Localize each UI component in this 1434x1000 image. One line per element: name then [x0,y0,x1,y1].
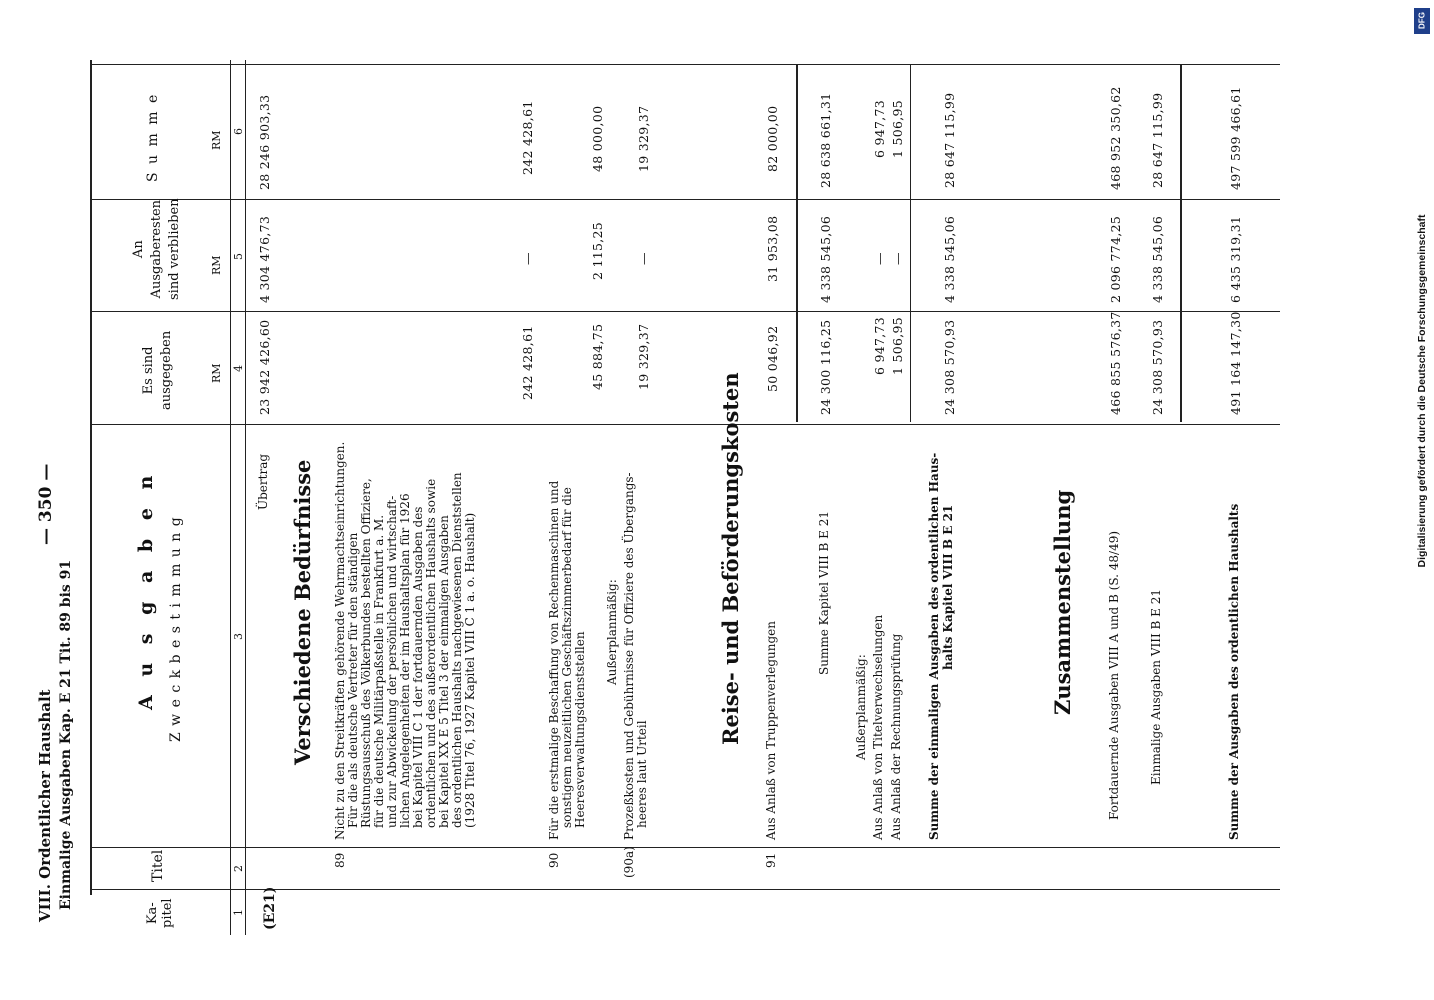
fortdauernd-reste: 2 096 774,25 [1108,215,1123,303]
t91-text: Aus Anlaß von Truppenverlegungen [764,621,778,840]
t90a-reste: — [636,252,651,265]
uebertrag-summe: 28 246 903,33 [257,94,272,190]
t89-titel: 89 [333,852,347,868]
t89-ausgegeben: 242 428,61 [520,325,535,400]
t91-ausgegeben: 50 046,92 [765,325,780,392]
section-reise: Reise- und Beförderungskosten [718,372,743,745]
gesamt-ausgegeben: 491 164 147,30 [1228,311,1243,415]
colnum-1: 1 [232,909,245,916]
colnum-2: 2 [232,865,245,872]
titelverwechslung-label: Aus Anlaß von Titelverwechselungen [871,614,885,840]
t90-line: Für die erstmalige Beschaffung von Rechenmaschinen und [547,480,561,840]
fortdauernd-ausgegeben: 466 855 576,37 [1108,311,1123,415]
t89-line: ordentlichen und des außerordentlichen Haushalts sowie [424,478,438,828]
gesamt-reste: 6 435 319,31 [1228,215,1243,303]
header-part: VIII. Ordentlicher Haushalt [36,689,54,922]
hdr-zweck: Z w e c k b e s t i m m u n g [168,516,184,742]
rechnungspruefung-reste: — [890,252,905,265]
dfg-logo-icon [1414,8,1430,34]
t90-ausgegeben: 45 884,75 [590,323,605,390]
titelverwechslung-summe: 6 947,73 [872,99,887,158]
t90a-titel: (90a) [622,846,636,878]
col-sep-6 [90,64,1280,65]
t89-line: und zur Abwickelung der persönlichen und wirtschaft- [385,495,399,828]
t90a-line: Prozeßkosten und Gebührnisse für Offiziere des Übergangs- [622,472,636,840]
summe-einmalig-ausgegeben: 24 308 570,93 [942,319,957,415]
header-bottom-rule [230,60,231,935]
summe-kap-ausgegeben: 24 300 116,25 [818,319,833,415]
section-verschiedene: Verschiedene Bedürfnisse [290,459,315,765]
sum-rule-3 [1180,65,1182,422]
t90-reste: 2 115,25 [590,221,605,280]
sum-rule-2 [910,65,911,422]
summe-einmalig-label-2: halts Kapitel VIII B E 21 [941,504,955,670]
fortdauernd-label: Fortdauernde Ausgaben VIII A und B (S. 48/49) [1107,530,1121,820]
einmalig-summe: 28 647 115,99 [1150,92,1165,188]
hdr-titel: Titel [150,849,166,882]
section-zusammen: Zusammenstellung [1050,489,1075,715]
t90a-summe: 19 329,37 [636,105,651,172]
t91-titel: 91 [764,852,778,868]
t90-line: Heeresverwaltungsdienststellen [573,631,587,828]
hdr-ausgabereste: An Ausgaberesten sind verblieben [131,198,182,300]
t89-line: lichen Angelegenheiten der im Haushaltsplan für 1926 [398,493,412,828]
t90-summe: 48 000,00 [590,105,605,172]
ausserplan-1: Außerplanmäßig: [605,579,619,685]
t90-line: sonstigem neuzeitlichen Geschäftszimmerbedarf für die [560,487,574,828]
summe-kap-summe: 28 638 661,31 [818,92,833,188]
colnum-4: 4 [232,365,245,372]
col-sep-3 [90,424,1280,425]
header-subtitle: Einmalige Ausgaben Kap. E 21 Tit. 89 bis 91 [58,559,74,910]
t89-line: für die deutsche Militärpaßstelle in Frankfurt a. M. [372,514,386,828]
t89-line: (1928 Titel 76, 1927 Kapitel VIII C 1 a. o. Haushalt) [463,512,477,828]
uebertrag-reste: 4 304 476,73 [257,215,272,303]
colnum-rule [245,60,246,935]
titelverwechslung-reste: — [872,252,887,265]
einmalig-reste: 4 338 545,06 [1150,215,1165,303]
t89-line: Rüstungsausschuß des Völkerbundes bestellten Offiziere, [359,478,373,828]
t89-reste: — [520,252,535,265]
sum-rule-1 [796,65,798,422]
rechnungspruefung-label: Aus Anlaß der Rechnungsprüfung [889,633,903,840]
t90a-line: heeres laut Urteil [635,720,649,828]
colnum-5: 5 [232,253,245,260]
t89-line: bei Kapitel XX E 5 Titel 3 der einmaligen Ausgaben [437,515,451,828]
einmalig-ausgegeben: 24 308 570,93 [1150,319,1165,415]
kapitel-label: (E21) [262,886,278,930]
gesamt-summe: 497 599 466,61 [1228,86,1243,190]
t89-summe: 242 428,61 [520,100,535,175]
page-number: — 350 — [36,463,56,545]
fortdauernd-summe: 468 952 350,62 [1108,86,1123,190]
rechnungspruefung-ausgegeben: 1 506,95 [890,316,905,375]
titelverwechslung-ausgegeben: 6 947,73 [872,316,887,375]
t91-reste: 31 953,08 [765,215,780,282]
summe-einmalig-label-1: Summe der einmaligen Ausgaben des ordentlichen Haus- [927,452,941,840]
t90a-ausgegeben: 19 329,37 [636,323,651,390]
dfg-logo-text: DFG [1417,12,1427,29]
t91-summe: 82 000,00 [765,105,780,172]
t90-titel: 90 [547,852,561,868]
unit-col4: RM [210,363,223,383]
einmalig-label: Einmalige Ausgaben VIII B E 21 [1149,588,1163,785]
summe-einmalig-summe: 28 647 115,99 [942,92,957,188]
hdr-ausgaben: A u s g a b e n [135,469,157,710]
t89-line: Nicht zu den Streitkräften gehörende Wehrmachtseinrichtungen. [333,441,347,840]
ausserplan-2: Außerplanmäßig: [854,654,868,760]
table-top-rule [90,60,92,895]
digitization-text: Digitalisierung gefördert durch die Deutsche Forschungsgemeinschaft [1416,214,1428,568]
unit-col6: RM [210,130,223,150]
rechnungspruefung-summe: 1 506,95 [890,99,905,158]
colnum-6: 6 [232,128,245,135]
summe-einmalig-reste: 4 338 545,06 [942,215,957,303]
t89-line: Für die als deutsche Vertreter für den ständigen [346,532,360,828]
t89-line: bei Kapitel VIII C 1 der fortdauernden Ausgaben des [411,506,425,828]
hdr-kapitel: Ka- pitel [145,898,175,928]
unit-col5: RM [210,255,223,275]
uebertrag-label: Übertrag [256,453,270,510]
gesamt-label: Summe der Ausgaben des ordentlichen Haushalts [1227,503,1241,840]
col-sep-4 [90,311,1280,312]
colnum-3: 3 [232,633,245,640]
uebertrag-ausgegeben: 23 942 426,60 [257,319,272,415]
hdr-ausgegeben: Es sind ausgegeben [141,330,174,410]
col-sep-5 [90,199,1280,200]
col-sep-2 [90,847,1280,848]
hdr-summe: S u m m e [145,92,161,182]
summe-kap-label: Summe Kapitel VIII B E 21 [817,510,831,675]
summe-kap-reste: 4 338 545,06 [818,215,833,303]
t89-line: des ordentlichen Haushalts nachgewiesenen Dienststellen [450,472,464,828]
